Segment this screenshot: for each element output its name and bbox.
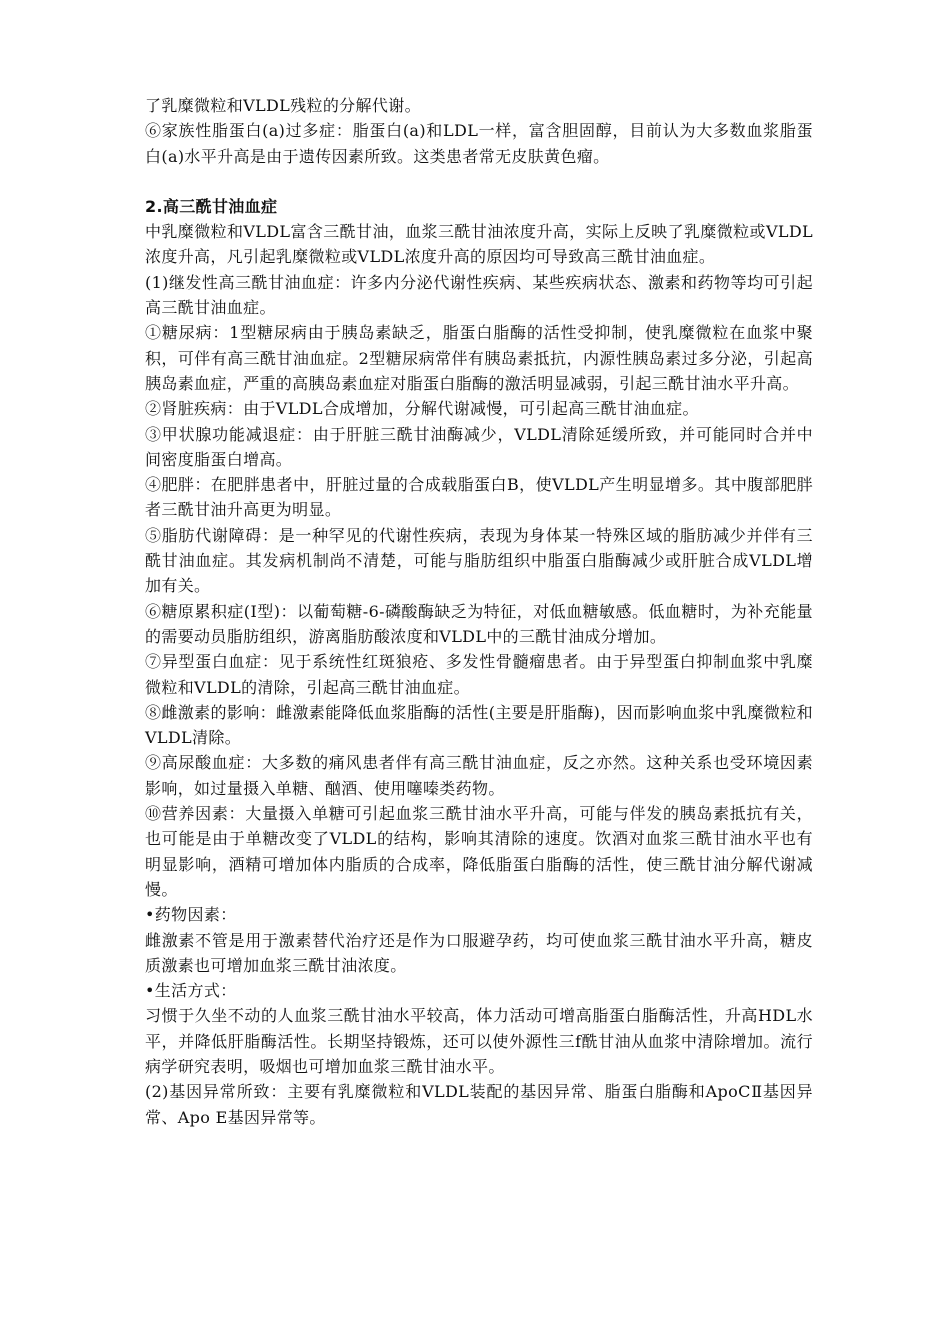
paragraph-obesity: ④肥胖：在肥胖患者中，肝脏过量的合成载脂蛋白B，使VLDL产生明显增多。其中腹部肥胖者三酰甘油升高更为明显。: [145, 475, 813, 520]
section-heading: 2.高三酰甘油血症: [145, 196, 278, 216]
paragraph-intro: 中乳糜微粒和VLDL富含三酰甘油，血浆三酰甘油浓度升高，实际上反映了乳糜微粒或VLDL浓度升高，凡引起乳糜微粒或VLDL浓度升高的原因均可导致高三酰甘油血症。: [145, 222, 813, 267]
paragraph-lifestyle: 习惯于久坐不动的人血浆三酰甘油水平较高，体力活动可增高脂蛋白脂酶活性，升高HDL水平，并降低肝脂酶活性。长期坚持锻炼，还可以使外源性三f酰甘油从血浆中清除增加。流行病学研究表明，吸烟也可增加血浆三酰甘油水平。: [145, 1006, 813, 1076]
paragraph-genetic: (2)基因异常所致：主要有乳糜微粒和VLDL装配的基因异常、脂蛋白脂酶和ApoCⅡ基因异常、Apo E基因异常等。: [145, 1082, 813, 1127]
paragraph-kidney-disease: ②肾脏疾病：由于VLDL合成增加，分解代谢减慢，可引起高三酰甘油血症。: [145, 399, 699, 419]
paragraph-continuation: 了乳糜微粒和VLDL残粒的分解代谢。: [145, 96, 421, 115]
paragraph-hypothyroidism: ③甲状腺功能减退症：由于肝脏三酰甘油酶减少，VLDL清除延缓所致，并可能同时合并中间密度脂蛋白增高。: [145, 424, 813, 469]
paragraph-lipodystrophy: ⑤脂肪代谢障碍：是一种罕见的代谢性疾病，表现为身体某一特殊区域的脂肪减少并伴有三酰甘油血症。其发病机制尚不清楚，可能与脂肪组织中脂蛋白脂酶减少或肝脏合成VLDL增加有关。: [145, 525, 813, 596]
paragraph-glycogen-storage: ⑥糖原累积症(Ⅰ型)：以葡萄糖-6-磷酸酶缺乏为特征，对低血糖敏感。低血糖时，为补充能量的需要动员脂肪组织，游离脂肪酸浓度和VLDL中的三酰甘油成分增加。: [145, 601, 813, 646]
document-page: [145, 93, 813, 1130]
paragraph-secondary-hypertriglyceridemia: (1)继发性高三酰甘油血症：许多内分泌代谢性疾病、某些疾病状态、激素和药物等均可引起高三酰甘油血症。: [145, 272, 813, 318]
paragraph-lifestyle-heading: •生活方式：: [145, 981, 237, 1001]
paragraph-familial-lipoprotein-a: ⑥家族性脂蛋白(a)过多症：脂蛋白(a)和LDL一样，富含胆固醇，目前认为大多数血浆脂蛋白(a)水平升高是由于遗传因素所致。这类患者常无皮肤黄色瘤。: [145, 121, 813, 166]
paragraph-estrogen: ⑧雌激素的影响：雌激素能降低血浆脂酶的活性(主要是肝脂酶)，因而影响血浆中乳糜微粒和VLDL清除。: [145, 702, 813, 748]
paragraph-nutrition: ⑩营养因素：大量摄入单糖可引起血浆三酰甘油水平升高，可能与伴发的胰岛素抵抗有关，也可能是由于单糖改变了VLDL的结构，影响其清除的速度。饮酒对血浆三酰甘油水平也有明显影响，酒精可增加体内脂质的合成率，降低脂蛋白脂酶的活性，使三酰甘油分解代谢减慢。: [145, 804, 813, 899]
paragraph-drug-factors-heading: •药物因素：: [145, 905, 237, 925]
paragraph-hyperuricemia: ⑨高尿酸血症：大多数的痛风患者伴有高三酰甘油血症，反之亦然。这种关系也受环境因素影响，如过量摄入单糖、酗酒、使用噻嗪类药物。: [145, 753, 813, 798]
paragraph-drug-factors: 雌激素不管是用于激素替代治疗还是作为口服避孕药，均可使血浆三酰甘油水平升高，糖皮质激素也可增加血浆三酰甘油浓度。: [145, 930, 813, 975]
paragraph-paraproteinemia: ⑦异型蛋白血症：见于系统性红斑狼疮、多发性骨髓瘤患者。由于异型蛋白抑制血浆中乳糜微粒和VLDL的清除，引起高三酰甘油血症。: [145, 652, 813, 697]
paragraph-diabetes: ①糖尿病：1型糖尿病由于胰岛素缺乏，脂蛋白脂酶的活性受抑制，使乳糜微粒在血浆中聚积，可伴有高三酰甘油血症。2型糖尿病常伴有胰岛素抵抗，内源性胰岛素过多分泌，引起高胰岛素血症，严重的高胰岛素血症对脂蛋白脂酶的激活明显减弱，引起三酰甘油水平升高。: [145, 323, 813, 393]
